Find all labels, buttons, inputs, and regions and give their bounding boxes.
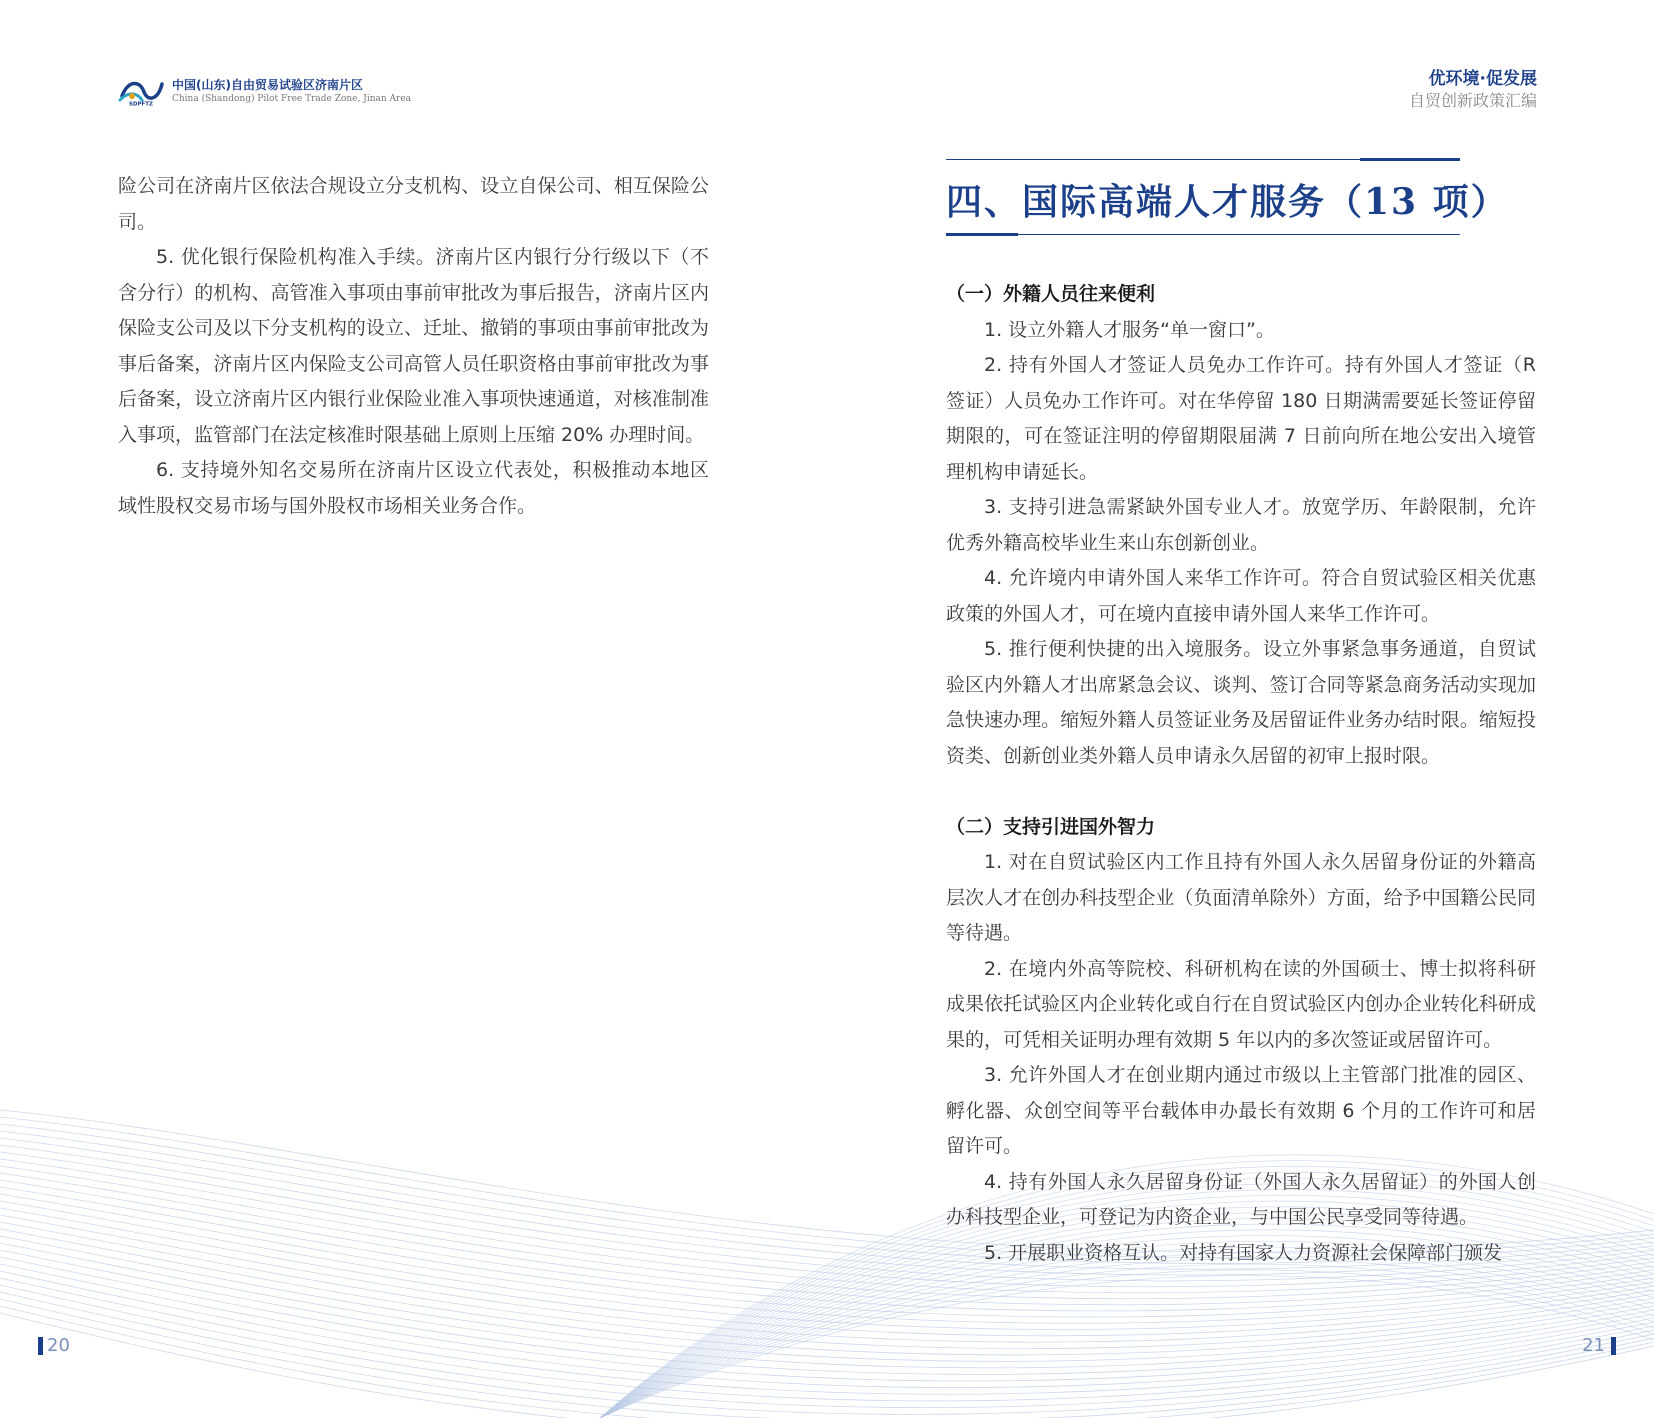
title-rule-bottom-accent [946,233,1018,236]
header-slogan-block [1409,68,1537,112]
org-name-en: China (Shandong) Pilot Free Trade Zone, Jinan Area [172,93,412,104]
org-name-cn: 中国(山东)自由贸易试验区济南片区 [172,77,363,92]
list-item: 2. 持有外国人才签证人员免办工作许可。持有外国人才签证（R 签证）人员免办工作许可。对在华停留 180 日期满需要延长签证停留期限的，可在签证注明的停留期限届满 7 日前向所在地公安出入境管理机构申请延长。 [946,354,1536,483]
wave-line [0,1257,1654,1381]
sdpftz-logo-icon [118,76,164,106]
subsection-heading: （二）支持引进国外智力 [946,815,1156,838]
list-item: 3. 允许外国人才在创业期内通过市级以上主管部门批准的园区、孵化器、众创空间等平台载体申办最长有效期 6 个月的工作许可和居留许可。 [946,1064,1536,1157]
wave-line [0,1271,1654,1394]
section-title-block [946,158,1509,236]
page-number-text: 20 [47,1335,70,1356]
page-number-text: 21 [1582,1335,1605,1356]
header-slogan: 优环境·促发展 [1428,69,1537,89]
page-number-left [38,1335,70,1356]
paragraph: 5. 优化银行保险机构准入手续。济南片区内银行分行级以下（不含分行）的机构、高管准入事项由事前审批改为事后报告，济南片区内保险支公司及以下分支机构的设立、迁址、撤销的事项由事前审批改为事后备案，济南片区内保险支公司高管人员任职资格由事前审批改为事后备案，设立济南片区内银行业保险业准入事项快速通道，对核准制准入事项，监管部门在法定核准时限基础上原则上压缩 20% 办理时间。 [118,246,709,446]
list-item: 1. 对在自贸试验区内工作且持有外国人永久居留身份证的外籍高层次人才在创办科技型企业（负面清单除外）方面，给予中国籍公民同等待遇。 [946,851,1536,944]
list-item: 4. 允许境内申请外国人来华工作许可。符合自贸试验区相关优惠政策的外国人才，可在境内直接申请外国人来华工作许可。 [946,567,1536,625]
list-item: 5. 推行便利快捷的出入境服务。设立外事紧急事务通道，自贸试验区内外籍人才出席紧急会议、谈判、签订合同等紧急商务活动实现加急快速办理。缩短外籍人员签证业务及居留证件业务办结时限。缩短投资类、创新创业类外籍人员申请永久居留的初审上报时限。 [946,638,1536,767]
page-marker-icon [1611,1337,1616,1355]
list-item: 1. 设立外籍人才服务“单一窗口”。 [984,318,1275,341]
paragraph: 险公司在济南片区依法合规设立分支机构、设立自保公司、相互保险公司。 [118,175,709,233]
header-subtitle: 自贸创新政策汇编 [1408,91,1537,110]
list-item: 3. 支持引进急需紧缺外国专业人才。放宽学历、年龄限制，允许优秀外籍高校毕业生来山东创新创业。 [946,496,1536,554]
paragraph: 6. 支持境外知名交易所在济南片区设立代表处，积极推动本地区域性股权交易市场与国外股权市场相关业务合作。 [118,459,709,517]
list-item: 2. 在境内外高等院校、科研机构在读的外国硕士、博士拟将科研成果依托试验区内企业转化或自行在自贸试验区内创办企业转化科研成果的，可凭相关证明办理有效期 5 年以内的多次签证或居留许可。 [946,957,1536,1051]
list-item: 4. 持有外国人永久居留身份证（外国人永久居留证）的外国人创办科技型企业，可登记为内资企业，与中国公民享受同等待遇。 [946,1170,1536,1228]
right-page-body [946,277,1536,1271]
logo-abbr: SDPFTZ [128,101,154,106]
header-logo-block [118,76,411,106]
list-item: 5. 开展职业资格互认。对持有国家人力资源社会保障部门颁发 [984,1241,1503,1264]
left-page-body [118,169,709,524]
page-marker-icon [38,1337,43,1355]
page-number-right [1582,1335,1616,1356]
title-rule-top-accent [1360,158,1460,161]
wave-line [0,1278,1654,1401]
wave-line [600,1247,1654,1418]
title-rule-bottom [946,234,1460,235]
section-title: 四、国际高端人才服务（13 项） [946,181,1509,223]
subsection-heading: （一）外籍人员往来便利 [946,283,1156,305]
